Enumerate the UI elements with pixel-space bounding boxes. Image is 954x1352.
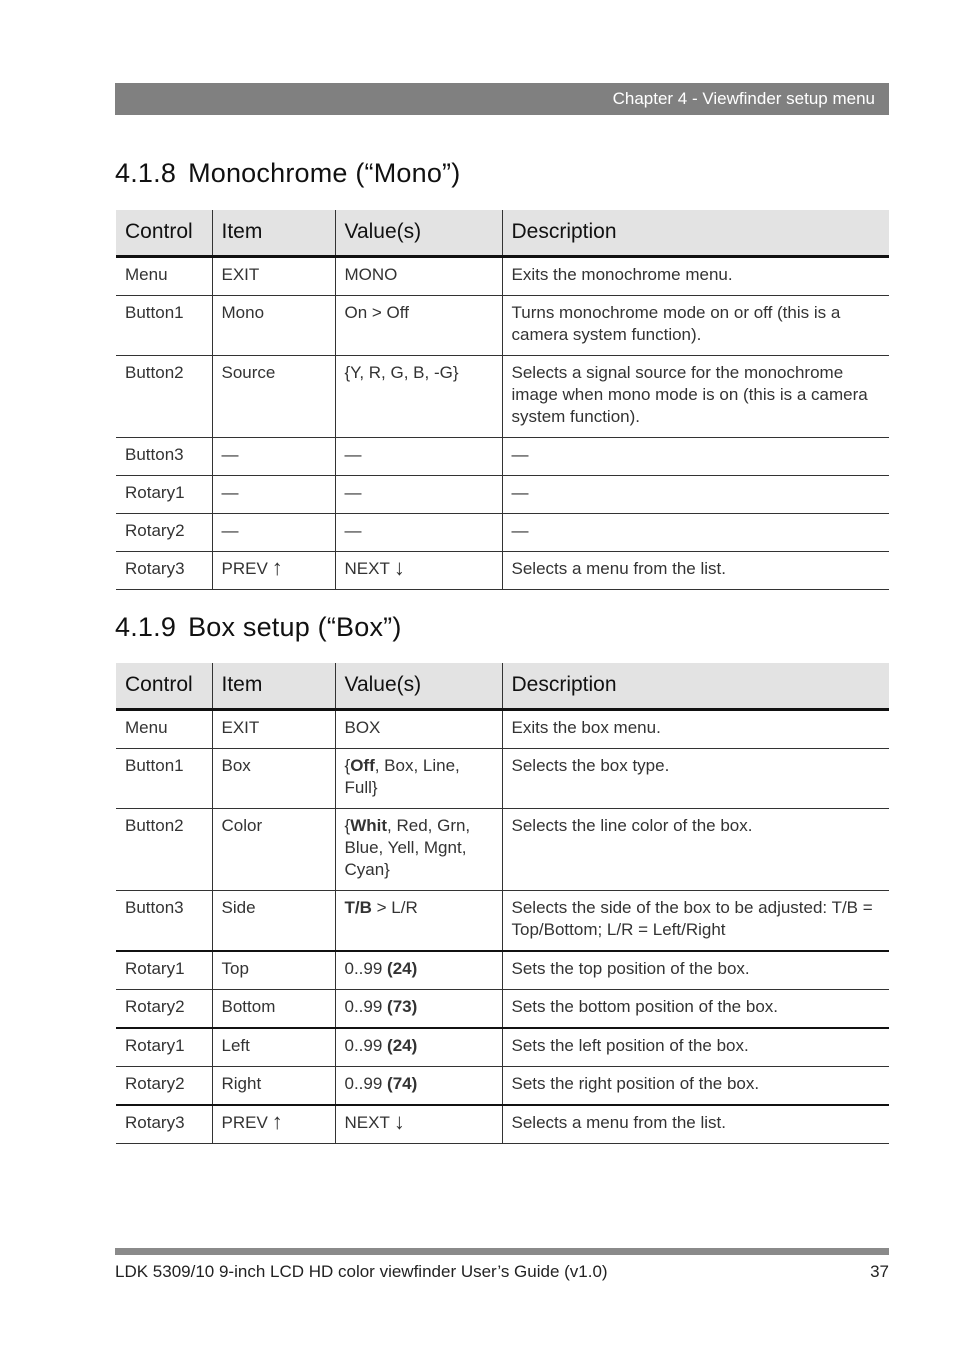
table-row (116, 748, 889, 808)
guide-title: LDK 5309/10 9-inch LCD HD color viewfinder User’s Guide (v1.0) (115, 1262, 608, 1281)
table-header-row (116, 663, 889, 709)
column-header: Control (116, 210, 212, 256)
table-row (116, 295, 889, 355)
control-cell: Button3 (116, 437, 212, 475)
value-text: , Red, Grn, Blue, Yell, Mgnt, Cyan} (344, 815, 471, 879)
description-cell: Sets the bottom position of the box. (502, 989, 889, 1028)
description-cell: Selects the side of the box to be adjusted: T/B = Top/Bottom; L/R = Left/Right (502, 890, 889, 951)
page-footer (115, 1262, 889, 1282)
control-cell: Rotary1 (116, 951, 212, 990)
box-menu-table (116, 663, 889, 1144)
value-text: 0..99 (344, 1073, 388, 1093)
next-label: NEXT (344, 558, 390, 578)
description-cell: Sets the top position of the box. (502, 951, 889, 990)
value-text: { (344, 815, 351, 835)
prev-label: PREV (221, 1112, 268, 1132)
value-cell: — (335, 513, 502, 551)
column-header: Item (212, 663, 335, 709)
default-value: (24) (387, 958, 418, 978)
control-cell: Rotary2 (116, 1066, 212, 1105)
description-cell: Sets the left position of the box. (502, 1028, 889, 1067)
item-cell (212, 1105, 335, 1144)
value-cell: On > Off (335, 295, 502, 355)
value-cell: BOX (335, 709, 502, 748)
column-header: Item (212, 210, 335, 256)
default-value: (74) (387, 1073, 418, 1093)
control-cell: Rotary2 (116, 989, 212, 1028)
control-cell: Rotary3 (116, 551, 212, 589)
table-row (116, 513, 889, 551)
control-cell: Button1 (116, 295, 212, 355)
item-cell: — (212, 437, 335, 475)
control-cell: Menu (116, 256, 212, 295)
item-cell: Box (212, 748, 335, 808)
control-cell: Rotary2 (116, 513, 212, 551)
value-cell: {Y, R, G, B, -G} (335, 355, 502, 437)
value-text: > L/R (371, 897, 418, 917)
column-header: Value(s) (335, 663, 502, 709)
chapter-header (115, 83, 889, 115)
section-title: Monochrome (“Mono”) (188, 158, 461, 188)
description-cell: Selects a signal source for the monochrome image when mono mode is on (this is a camera system function). (502, 355, 889, 437)
value-text: 0..99 (344, 958, 388, 978)
default-value: Off (350, 755, 375, 775)
table-row (116, 1028, 889, 1067)
section-number: 4.1.9 (115, 612, 177, 642)
table-row (116, 256, 889, 295)
description-cell: Selects the box type. (502, 748, 889, 808)
section-heading-box (115, 612, 402, 643)
item-cell: Top (212, 951, 335, 990)
arrow-down-icon: ↓ (393, 554, 405, 580)
table-row (116, 890, 889, 951)
column-header: Description (502, 210, 889, 256)
control-cell: Rotary1 (116, 1028, 212, 1067)
arrow-up-icon: ↑ (271, 1108, 283, 1134)
value-cell (335, 1028, 502, 1067)
value-cell: — (335, 437, 502, 475)
value-cell (335, 890, 502, 951)
footer-rule (115, 1248, 889, 1255)
control-cell: Rotary3 (116, 1105, 212, 1144)
column-header: Description (502, 663, 889, 709)
table-header-row (116, 210, 889, 256)
default-value: Whit (350, 815, 388, 835)
value-cell (335, 551, 502, 589)
prev-label: PREV (221, 558, 268, 578)
description-cell: — (502, 475, 889, 513)
item-cell (212, 551, 335, 589)
table-row (116, 475, 889, 513)
chapter-title: Chapter 4 - Viewfinder setup menu (612, 89, 875, 108)
item-cell: — (212, 513, 335, 551)
value-cell: — (335, 475, 502, 513)
table-row (116, 1105, 889, 1144)
section-number: 4.1.8 (115, 158, 177, 188)
table-row (116, 709, 889, 748)
default-value: T/B (344, 897, 372, 917)
value-text: , Box, Line, Full} (344, 755, 460, 797)
item-cell: Color (212, 808, 335, 890)
next-label: NEXT (344, 1112, 390, 1132)
arrow-up-icon: ↑ (271, 554, 283, 580)
item-cell: Bottom (212, 989, 335, 1028)
page-number: 37 (870, 1262, 889, 1281)
value-cell (335, 1105, 502, 1144)
description-cell: Exits the box menu. (502, 709, 889, 748)
item-cell: EXIT (212, 709, 335, 748)
control-cell: Button2 (116, 355, 212, 437)
arrow-down-icon: ↓ (393, 1108, 405, 1134)
item-cell: Side (212, 890, 335, 951)
value-text: 0..99 (344, 996, 388, 1016)
description-cell: Selects the line color of the box. (502, 808, 889, 890)
column-header: Value(s) (335, 210, 502, 256)
value-cell (335, 989, 502, 1028)
item-cell: Source (212, 355, 335, 437)
table-row (116, 808, 889, 890)
control-cell: Rotary1 (116, 475, 212, 513)
mono-menu-table (116, 210, 889, 590)
default-value: (73) (387, 996, 418, 1016)
item-cell: EXIT (212, 256, 335, 295)
value-cell: MONO (335, 256, 502, 295)
section-heading-mono (115, 158, 460, 189)
value-cell (335, 1066, 502, 1105)
description-cell: Turns monochrome mode on or off (this is a camera system function). (502, 295, 889, 355)
description-cell: Selects a menu from the list. (502, 1105, 889, 1144)
control-cell: Button3 (116, 890, 212, 951)
control-cell: Button2 (116, 808, 212, 890)
table-row (116, 551, 889, 589)
table-row (116, 1066, 889, 1105)
description-cell: Sets the right position of the box. (502, 1066, 889, 1105)
description-cell: Selects a menu from the list. (502, 551, 889, 589)
description-cell: Exits the monochrome menu. (502, 256, 889, 295)
control-cell: Button1 (116, 748, 212, 808)
section-title: Box setup (“Box”) (188, 612, 402, 642)
description-cell: — (502, 437, 889, 475)
table-row (116, 437, 889, 475)
table-row (116, 355, 889, 437)
control-cell: Menu (116, 709, 212, 748)
item-cell: — (212, 475, 335, 513)
item-cell: Right (212, 1066, 335, 1105)
item-cell: Mono (212, 295, 335, 355)
value-cell (335, 951, 502, 990)
value-text: { (344, 755, 351, 775)
value-cell (335, 748, 502, 808)
column-header: Control (116, 663, 212, 709)
value-cell (335, 808, 502, 890)
item-cell: Left (212, 1028, 335, 1067)
default-value: (24) (387, 1035, 418, 1055)
description-cell: — (502, 513, 889, 551)
table-row (116, 989, 889, 1028)
table-row (116, 951, 889, 990)
value-text: 0..99 (344, 1035, 388, 1055)
